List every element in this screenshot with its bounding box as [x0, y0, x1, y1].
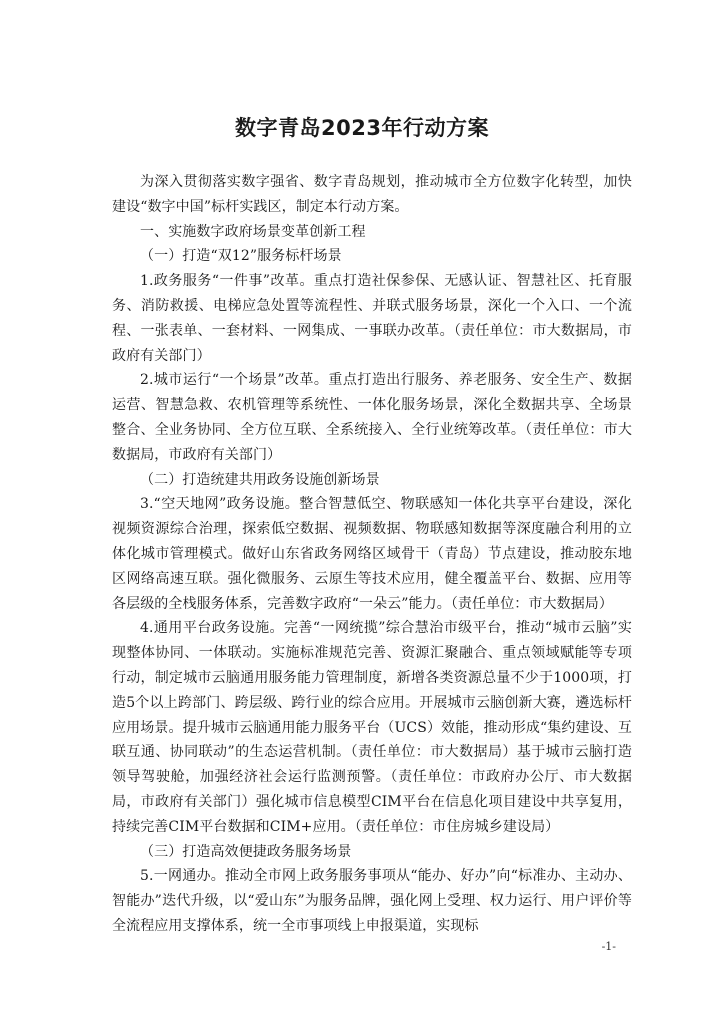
- paragraph-item-3: 3.“空天地网”政务设施。整合智慧低空、物联感知一体化共享平台建设，深化视频资源综合治理，探索低空数据、视频数据、物联感知数据等深度融合利用的立体化城市管理模式。做好山东省政务网络区域骨干（青岛）节点建设，推动胶东地区网络高速互联。强化微服务、云原生等技术应用，健全覆盖平台、数据、应用等各层级的全栈服务体系，完善数字政府“一朵云”能力。（责任单位：市大数据局）: [112, 496, 632, 612]
- paragraph-item-4: 4.通用平台政务设施。完善“一网统揽”综合慧治市级平台，推动“城市云脑”实现整体协同、一体联动。实施标准规范完善、资源汇聚融合、重点领域赋能等专项行动，制定城市云脑通用服务能力管理制度，新增各类资源总量不少于1000项，打造5个以上跨部门、跨层级、跨行业的综合应用。开展城市云脑创新大赛，遴选标杆应用场景。提升城市云脑通用能力服务平台（UCS）效能，推动形成“集约建设、互联互通、协同联动”的生态运营机制。（责任单位：市大数据局）基于城市云脑打造领导驾驶舱，加强经济社会运行监测预警。（责任单位：市政府办公厅、市大数据局，市政府有关部门）强化城市信息模型CIM平台在信息化项目建设中共享复用，持续完善CIM平台数据和CIM+应用。（责任单位：市住房城乡建设局）: [112, 620, 632, 835]
- subsection-heading-1: （一）打造“双12”服务标杆场景: [140, 248, 342, 265]
- page-number: -1-: [601, 940, 616, 953]
- document-title: 数字青岛2023年行动方案: [235, 116, 489, 140]
- paragraph-item-2: 2.城市运行“一个场景”改革。重点打造出行服务、养老服务、安全生产、数据运营、智慧急救、农机管理等系统性、一体化服务场景，深化全数据共享、全场景整合、全业务协同、全方位互联、全系统接入、全行业统筹改革。（责任单位：市大数据局，市政府有关部门）: [112, 372, 632, 463]
- paragraph-item-1: 1.政务服务“一件事”改革。重点打造社保参保、无感认证、智慧社区、托育服务、消防救援、电梯应急处置等流程性、并联式服务场景，深化一个入口、一个流程、一张表单、一套材料、一网集成、一事联办改革。（责任单位：市大数据局，市政府有关部门）: [112, 273, 632, 364]
- section-heading-1: 一、实施数字政府场景变革创新工程: [140, 223, 366, 240]
- subsection-heading-2: （二）打造统建共用政务设施创新场景: [140, 471, 380, 488]
- subsection-heading-3: （三）打造高效便捷政务服务场景: [140, 843, 352, 860]
- document-body: [112, 170, 632, 939]
- paragraph-intro: 为深入贯彻落实数字强省、数字青岛规划，推动城市全方位数字化转型，加快建设“数字中国”标杆实践区，制定本行动方案。: [112, 174, 632, 215]
- paragraph-item-5: 5.一网通办。推动全市网上政务服务事项从“能办、好办”向“标准办、主动办、智能办”迭代升级，以“爱山东”为服务品牌，强化网上受理、权力运行、用户评价等全流程应用支撑体系，统一全市事项线上申报渠道，实现标: [112, 868, 632, 934]
